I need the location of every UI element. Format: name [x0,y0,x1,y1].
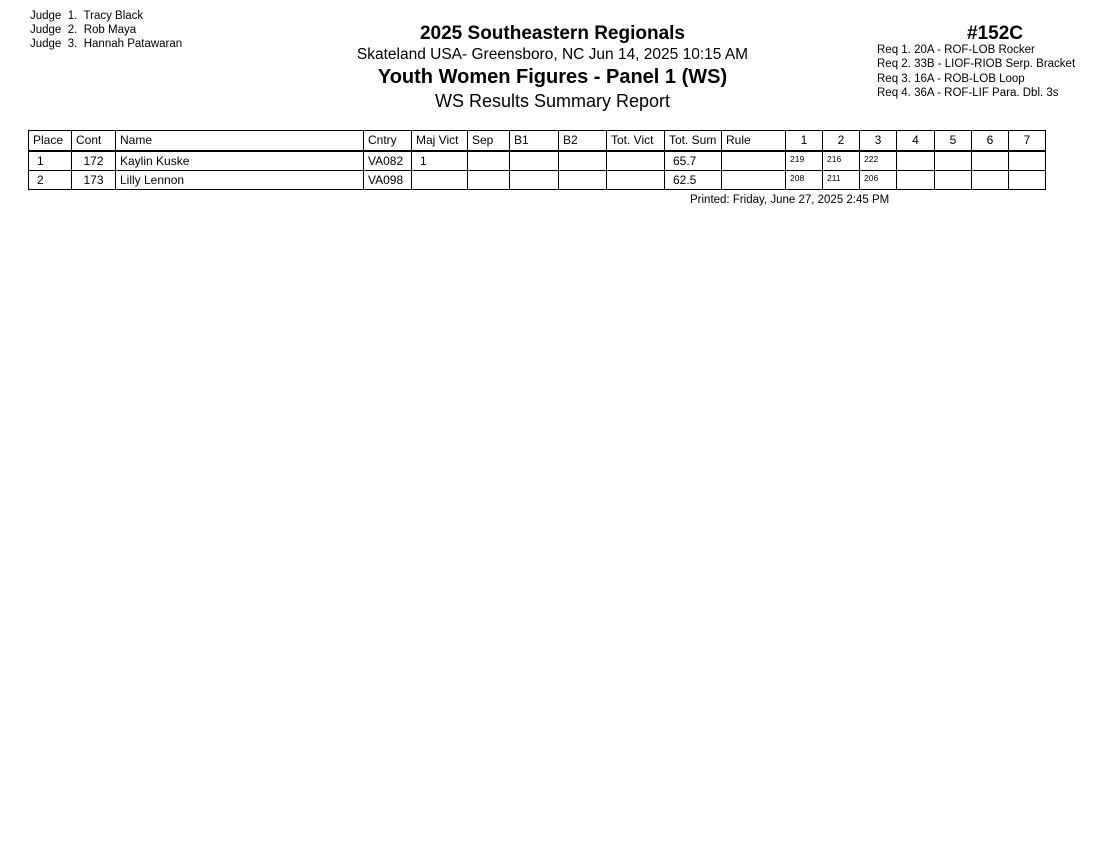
printed-timestamp: Printed: Friday, June 27, 2025 2:45 PM [690,194,890,206]
judge-row [30,9,182,23]
cell-judge-1-score: 208 [786,171,823,190]
requirement-text: 36A - ROF-LIF Para. Dbl. 3s [914,86,1059,99]
table-row [29,151,1046,171]
cell-tot-vict [607,151,665,171]
cell-judge-2-score: 216 [823,151,860,171]
column-header-name: Name [116,131,364,152]
column-header-cont: Cont [72,131,116,152]
cell-cont: 172 [72,151,116,171]
cell-tot-vict [607,171,665,190]
requirement-row [877,43,1075,57]
cell-tot-sum: 65.7 [665,151,722,171]
cell-judge-5-score [935,171,972,190]
cell-b1 [510,151,559,171]
cell-cntry: VA082 [364,151,412,171]
cell-judge-6-score [972,171,1009,190]
requirement-row [877,86,1075,100]
judge-label: Judge 2. [30,24,78,36]
cell-rule [722,151,786,171]
requirement-row [877,57,1075,71]
judge-name: Tracy Black [83,10,144,22]
judges-list [30,9,182,51]
cell-name: Kaylin Kuske [116,151,364,171]
venue-line: Skateland USA- Greensboro, NC Jun 14, 2025 10:15 AM [356,46,749,63]
cell-maj-vict: 1 [412,151,468,171]
column-header-b1: B1 [510,131,559,152]
requirement-label: Req 4. [877,86,911,99]
cell-tot-sum: 62.5 [665,171,722,190]
cell-judge-1-score: 219 [786,151,823,171]
cell-judge-3-score: 222 [860,151,897,171]
cell-judge-4-score [897,171,935,190]
cell-sep [468,171,510,190]
judge-name: Rob Maya [83,24,137,36]
column-header-tot-vict: Tot. Vict [607,131,665,152]
cell-judge-7-score [1009,171,1046,190]
cell-rule [722,171,786,190]
judge-label: Judge 3. [30,38,78,50]
column-header-sep: Sep [468,131,510,152]
cell-place: 1 [29,151,72,171]
cell-judge-3-score: 206 [860,171,897,190]
event-title: 2025 Southeastern Regionals [419,23,686,44]
requirement-label: Req 3. [877,72,911,85]
requirement-label: Req 1. [877,44,911,56]
judge-row [30,23,182,37]
judge-row [30,37,182,51]
requirements-list [877,43,1075,100]
judge-label: Judge 1. [30,10,78,22]
column-header-b2: B2 [559,131,607,152]
column-header-judge-1: 1 [786,131,823,152]
cell-maj-vict [412,171,468,190]
column-header-cntry: Cntry [364,131,412,152]
column-header-tot-sum: Tot. Sum [665,131,722,152]
column-header-maj-vict: Maj Vict [412,131,468,152]
column-header-judge-6: 6 [972,131,1009,152]
results-table [28,130,1046,190]
column-header-rule: Rule [722,131,786,152]
event-code: #152C [967,23,1023,44]
table-row [29,171,1046,190]
report-title: WS Results Summary Report [434,91,671,111]
cell-cont: 173 [72,171,116,190]
requirement-row [877,72,1075,86]
cell-judge-2-score: 211 [823,171,860,190]
cell-judge-4-score [897,151,935,171]
cell-b2 [559,151,607,171]
column-header-place: Place [29,131,72,152]
requirement-text: 16A - ROB-LOB Loop [914,72,1025,85]
requirement-text: 20A - ROF-LOB Rocker [914,44,1035,56]
requirement-text: 33B - LIOF-RIOB Serp. Bracket [914,58,1076,71]
column-header-judge-2: 2 [823,131,860,152]
report-header [300,22,805,112]
requirement-label: Req 2. [877,58,911,71]
column-header-judge-3: 3 [860,131,897,152]
cell-b1 [510,171,559,190]
column-header-judge-4: 4 [897,131,935,152]
cell-sep [468,151,510,171]
judge-name: Hannah Patawaran [83,38,183,50]
column-header-judge-7: 7 [1009,131,1046,152]
cell-judge-5-score [935,151,972,171]
panel-title: Youth Women Figures - Panel 1 (WS) [377,66,728,88]
cell-place: 2 [29,171,72,190]
table-header-row [29,131,1046,152]
cell-name: Lilly Lennon [116,171,364,190]
column-header-judge-5: 5 [935,131,972,152]
cell-cntry: VA098 [364,171,412,190]
cell-judge-7-score [1009,151,1046,171]
cell-b2 [559,171,607,190]
cell-judge-6-score [972,151,1009,171]
